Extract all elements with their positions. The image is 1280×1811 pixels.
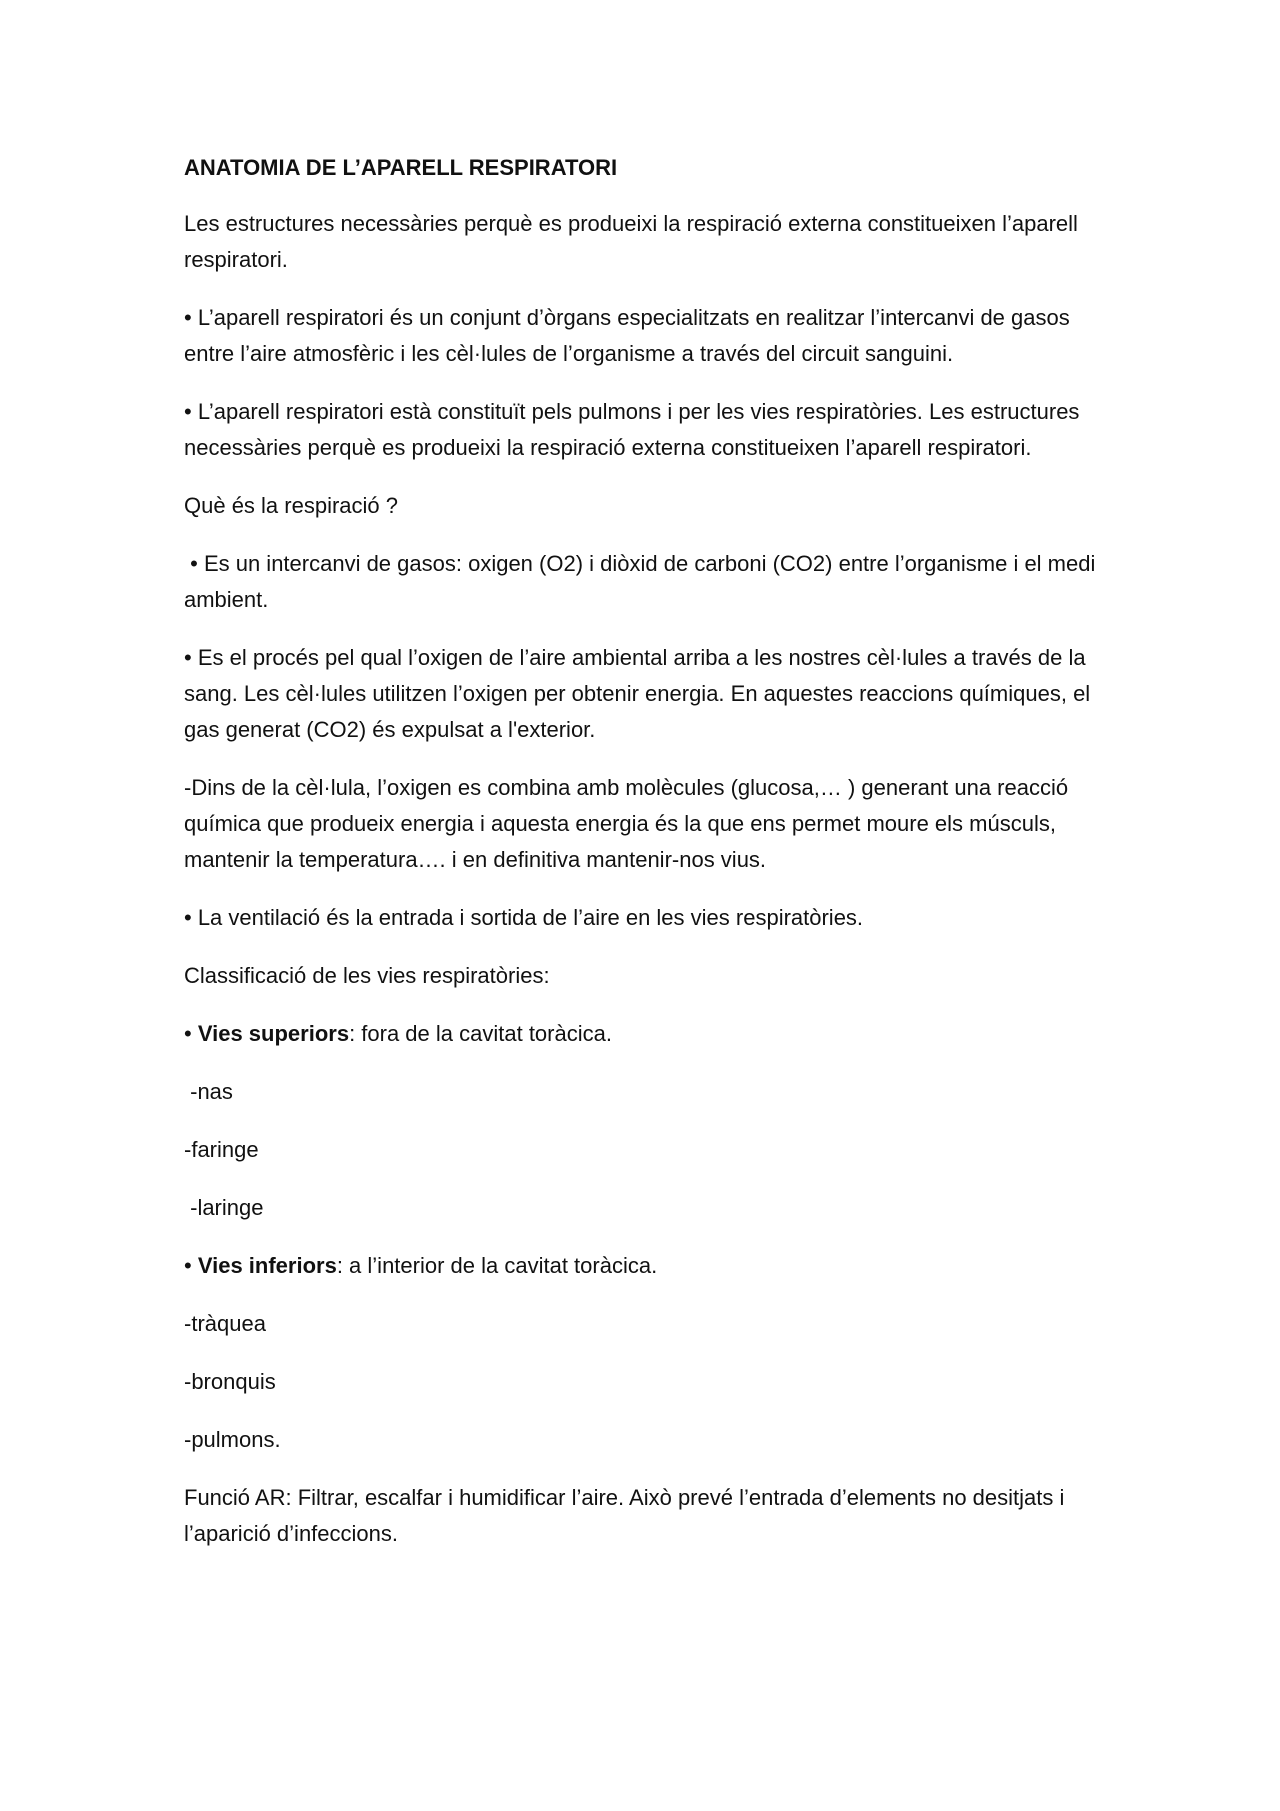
lower-rest: : a l’interior de la cavitat toràcica.: [336, 1253, 658, 1278]
lower-item: -bronquis: [184, 1369, 276, 1394]
classification-heading: Classificació de les vies respiratòries:: [184, 963, 550, 988]
lower-label: Vies inferiors: [197, 1253, 337, 1278]
upper-item: -faringe: [184, 1137, 259, 1162]
upper-item: -laringe: [184, 1195, 264, 1220]
upper-airways-heading: [184, 1016, 1104, 1052]
function-paragraph: Funció AR: Filtrar, escalfar i humidificar l’aire. Això prevé l’entrada d’elements no desitjats i l’aparició d’infeccions.: [184, 1485, 1065, 1546]
upper-rest: : fora de la cavitat toràcica.: [349, 1021, 612, 1046]
upper-label: Vies superiors: [197, 1021, 350, 1046]
lower-airways-heading: [184, 1248, 1104, 1284]
document-page: [184, 150, 1104, 1574]
upper-item: -nas: [184, 1079, 233, 1104]
lower-item: -pulmons.: [184, 1427, 281, 1452]
bullet-paragraph-5: • La ventilació és la entrada i sortida de l’aire en les vies respiratòries.: [184, 905, 864, 930]
lower-item: -tràquea: [184, 1311, 266, 1336]
bullet-paragraph-1: • L’aparell respiratori és un conjunt d’òrgans especialitzats en realitzar l’intercanvi de gasos entre l’aire atmosfèric i les cèl·lules de l’organisme a través del circuit sanguini.: [184, 305, 1070, 366]
lower-bullet: •: [184, 1253, 198, 1278]
bullet-paragraph-2: • L’aparell respiratori està constituït pels pulmons i per les vies respiratòries. Les estructures necessàries perquè es produeixi la respiració externa constitueixen l’aparell respiratori.: [184, 399, 1080, 460]
upper-bullet: •: [184, 1021, 198, 1046]
dash-paragraph: -Dins de la cèl·lula, l’oxigen es combina amb molècules (glucosa,… ) generant una reacció química que produeix energia i aquesta energia és la que ens permet moure els músculs, mantenir la temperatura…. i en definitiva mantenir-nos vius.: [184, 775, 1069, 872]
bullet-paragraph-3: • Es un intercanvi de gasos: oxigen (O2) i diòxid de carboni (CO2) entre l’organisme i el medi ambient.: [184, 551, 1102, 612]
intro-paragraph: Les estructures necessàries perquè es produeixi la respiració externa constitueixen l’aparell respiratori.: [184, 211, 1078, 272]
question-heading: Què és la respiració ?: [184, 493, 398, 518]
bullet-paragraph-4: • Es el procés pel qual l’oxigen de l’aire ambiental arriba a les nostres cèl·lules a través de la sang. Les cèl·lules utilitzen l’oxigen per obtenir energia. En aquestes reaccions químiques, el gas generat (CO2) és expulsat a l'exterior.: [184, 645, 1091, 742]
document-title: ANATOMIA DE L’APARELL RESPIRATORI: [184, 155, 618, 180]
